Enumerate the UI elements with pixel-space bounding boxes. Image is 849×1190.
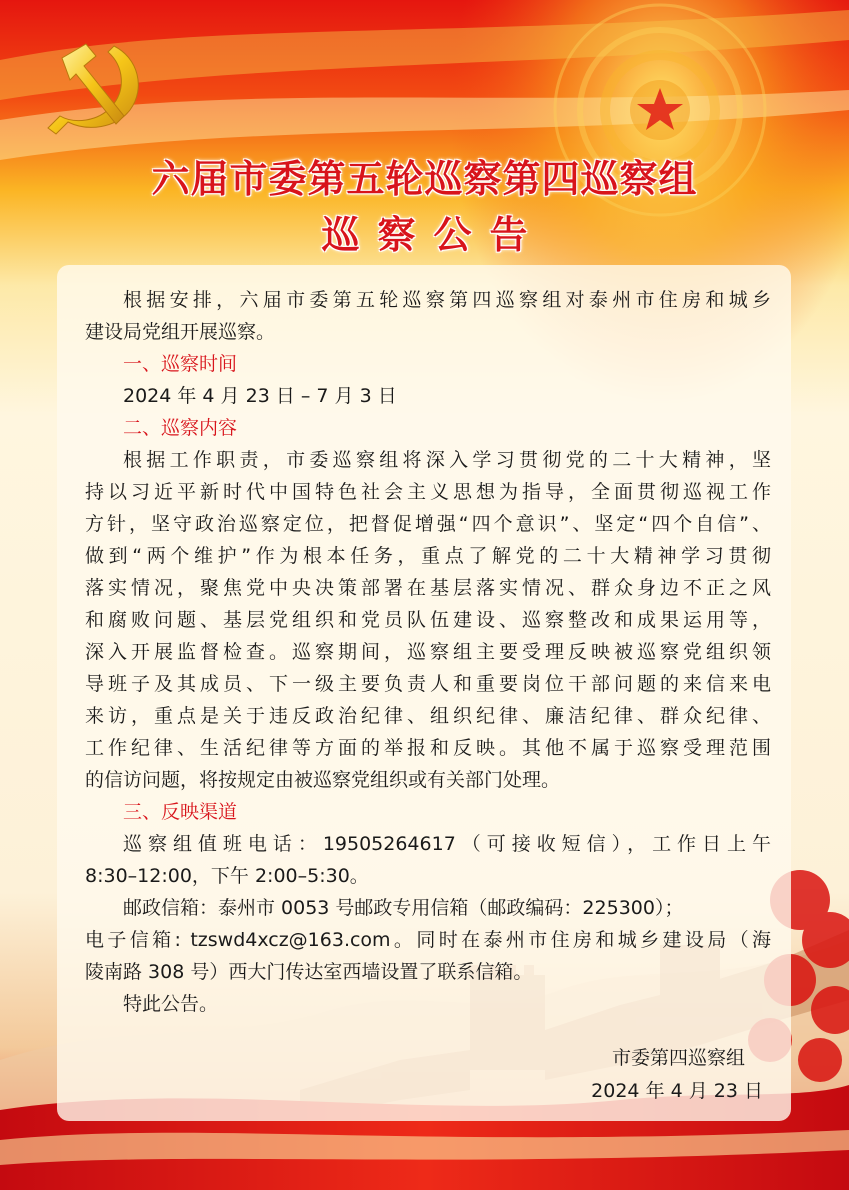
- closing-line: 特此公告。: [123, 993, 219, 1015]
- party-emblem-icon: [42, 36, 152, 141]
- section-heading-content: 二、巡察内容: [123, 417, 238, 439]
- signature-block: [591, 1042, 763, 1108]
- postal-line: 邮政信箱：泰州市 0053 号邮政专用信箱（邮政编码：225300）；: [123, 897, 684, 919]
- paragraph-line: 的信访问题，将按规定由被巡察党组织或有关部门处理。: [85, 769, 561, 791]
- email-line: 电子信箱: tzswd4xcz@163.com。同时在泰州市住房和城乡建设局（海: [85, 929, 771, 951]
- hours-line: 8:30–12:00，下午 2:00–5:30。: [85, 865, 369, 887]
- mailbox-line: 陵南路 308 号）西大门传达室西墙设置了联系信箱。: [85, 961, 533, 983]
- paragraph-line: 做到“两个维护”作为根本任务，重点了解党的二十大精神学习贯彻: [85, 545, 771, 567]
- section-heading-time: 一、巡察时间: [123, 353, 238, 375]
- section-heading-channels: 三、反映渠道: [123, 801, 238, 823]
- paragraph-line: 工作纪律、生活纪律等方面的举报和反映。其他不属于巡察受理范围: [85, 737, 771, 759]
- paragraph-line: 方针，坚守政治巡察定位，把督促增强“四个意识”、坚定“四个自信”、: [85, 513, 771, 535]
- phone-line: 巡察组值班电话：19505264617（可接收短信），工作日上午: [123, 833, 771, 855]
- paragraph-line: 来访，重点是关于违反政治纪律、组织纪律、廉洁纪律、群众纪律、: [85, 705, 771, 727]
- title-line-2: 巡察公告: [321, 213, 546, 257]
- signature-org: 市委第四巡察组: [611, 1047, 745, 1069]
- signature-date: 2024 年 4 月 23 日: [591, 1080, 763, 1102]
- paragraph-line: 深入开展监督检查。巡察期间，巡察组主要受理反映被巡察党组织领: [85, 641, 771, 663]
- title-line-1: 六届市委第五轮巡察第四巡察组: [151, 157, 698, 201]
- intro-line: 建设局党组开展巡察。: [85, 321, 276, 343]
- paragraph-line: 导班子及其成员、下一级主要负责人和重要岗位干部问题的来信来电: [85, 673, 771, 695]
- inspection-period: 2024 年 4 月 23 日 – 7 月 3 日: [123, 385, 397, 407]
- intro-line: 根据安排，六届市委第五轮巡察第四巡察组对泰州市住房和城乡: [123, 289, 771, 311]
- paragraph-line: 和腐败问题、基层党组织和党员队伍建设、巡察整改和成果运用等，: [85, 609, 771, 631]
- paragraph-line: 根据工作职责，市委巡察组将深入学习贯彻党的二十大精神，坚: [123, 449, 771, 471]
- paragraph-line: 持以习近平新时代中国特色社会主义思想为指导，全面贯彻巡视工作: [85, 481, 771, 503]
- paragraph-line: 落实情况，聚焦党中央决策部署在基层落实情况、群众身边不正之风: [85, 577, 771, 599]
- announcement-body: [85, 284, 771, 1020]
